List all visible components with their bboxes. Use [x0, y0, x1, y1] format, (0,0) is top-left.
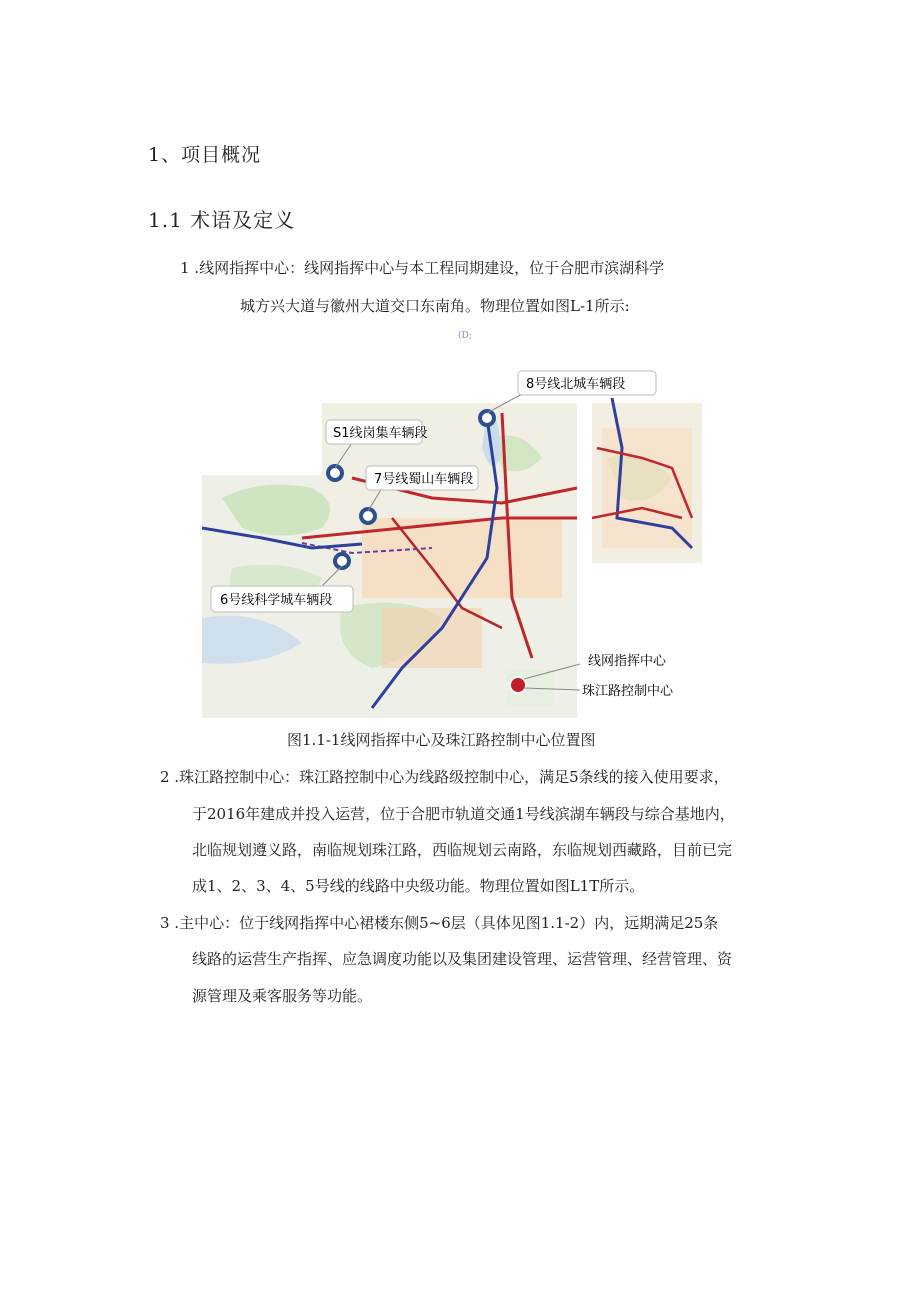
depot-6-marker [335, 554, 349, 568]
item2-line3: 北临规划遵义路，南临规划珠江路，西临规划云南路，东临规划西藏路，目前已完 [192, 841, 733, 859]
label-zhujiang-center: 珠江路控制中心 [582, 684, 674, 699]
item3-line2: 线路的运营生产指挥、应急调度功能以及集团建设管理、运营管理、经营管理、资 [192, 950, 733, 968]
item3-line1: 3 .主中心：位于线网指挥中心裙楼东侧5~6层（具体见图1.1-2）内，远期满足25条 [160, 914, 719, 932]
item1-line2: 城方兴大道与徽州大道交口东南角。物理位置如图L-1所示: [240, 297, 630, 315]
depot-s1-marker [328, 466, 342, 480]
label-depot-s1: S1线岗集车辆段 [333, 426, 428, 441]
center-marker [510, 677, 526, 693]
label-depot-8: 8号线北城车辆段 [526, 377, 626, 392]
figure-caption: 图1.1-1线网指挥中心及珠江路控制中心位置图 [287, 731, 596, 749]
item2-line2: 于2016年建成并投入运营，位于合肥市轨道交通1号线滨湖车辆段与综合基地内， [192, 805, 735, 823]
item3-line3: 源管理及乘客服务等功能。 [192, 987, 373, 1005]
depot-8-marker [480, 411, 494, 425]
item2-line1: 2 .珠江路控制中心：珠江路控制中心为线路级控制中心，满足5条线的接入使用要求， [160, 768, 729, 786]
ocr-artifact: (D; [458, 331, 472, 341]
label-depot-6: 6号线科学城车辆段 [220, 593, 333, 608]
subsection-heading: 1.1 术语及定义 [148, 208, 296, 232]
item1-line1: 1 .线网指挥中心：线网指挥中心与本工程同期建设，位于合肥市滨湖科学 [180, 259, 665, 277]
depot-7-marker [361, 509, 375, 523]
metro-map-figure [202, 368, 712, 718]
item2-line4: 成1、2、3、4、5号线的线路中央级功能。物理位置如图L1T所示。 [192, 877, 645, 895]
section-heading: 1、项目概况 [148, 144, 262, 166]
label-network-center: 线网指挥中心 [588, 654, 667, 669]
label-depot-7: 7号线蜀山车辆段 [374, 472, 474, 487]
